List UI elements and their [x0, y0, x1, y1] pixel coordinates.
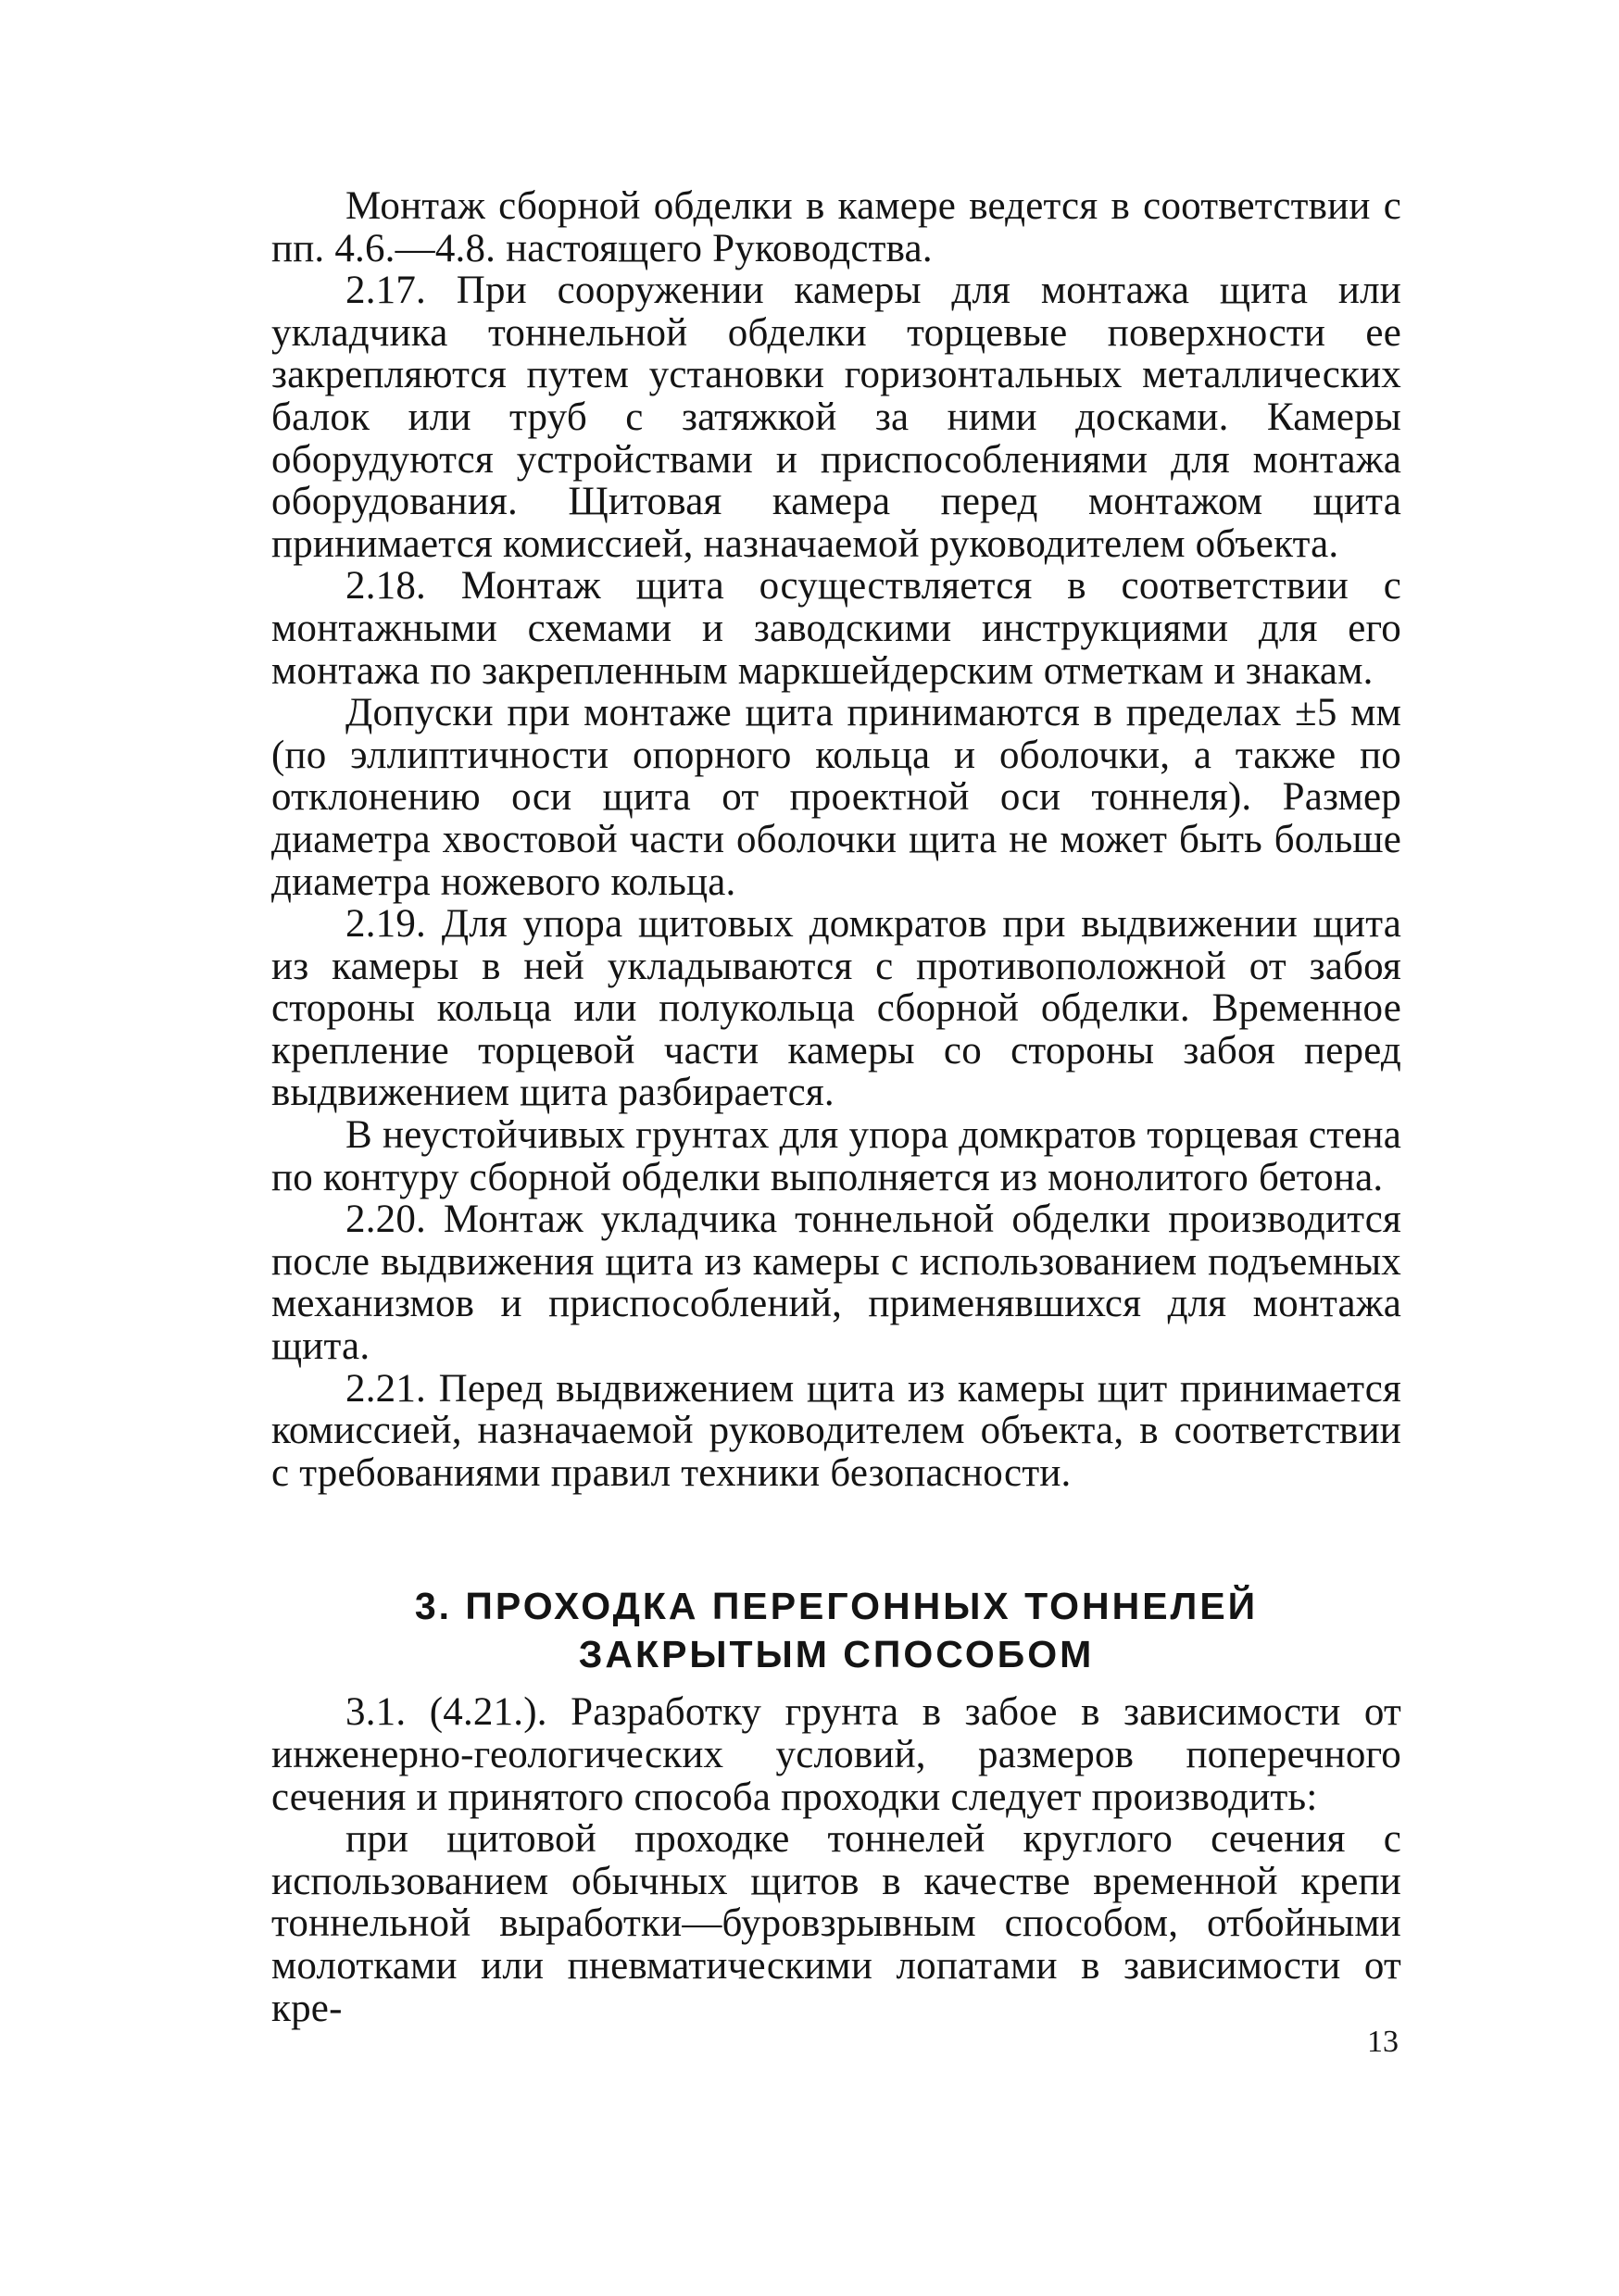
- paragraph-2-20: 2.20. Монтаж укладчика тоннельной обделки производится после выдвижения щита из камеры с использованием подъемных механизмов и приспособлений, применявшихся для монтажа щита.: [271, 1198, 1401, 1369]
- paragraph-2-21: 2.21. Перед выдвижением щита из камеры щит принимается комиссией, назначаемой руководителем объекта, в соответствии с требованиями правил техники безопасности.: [271, 1366, 1401, 1495]
- paragraph-tolerances: Допуски при монтаже щита принимаются в пределах ±5 мм (по эллиптичности опорного кольца и оболочки, а также по отклонению оси щита от проектной оси тоннеля). Размер диаметра хвостовой части оболочки щита не может быть больше диаметра ножевого кольца.: [271, 691, 1401, 904]
- paragraph-assembly-lining: Монтаж сборной обделки в камере ведется в соответствии с пп. 4.6.—4.8. настоящего Руководства.: [271, 184, 1401, 270]
- section-heading-line-1: 3. ПРОХОДКА ПЕРЕГОННЫХ ТОННЕЛЕЙ: [414, 1585, 1259, 1628]
- section-heading: [271, 1582, 1401, 1678]
- paragraph-2-17: 2.17. При сооружении камеры для монтажа щита или укладчика тоннельной обделки торцевые поверхности ее закрепляются путем установки горизонтальных металлических балок или труб с затяжкой за ними досками. Камеры оборудуются устройствами и приспособлениями для монтажа оборудования. Щитовая камера перед монтажом щита принимается комиссией, назначаемой руководителем объекта.: [271, 269, 1401, 566]
- section-heading-line-2: ЗАКРЫТЫМ СПОСОБОМ: [578, 1633, 1095, 1676]
- body-text: [271, 185, 1401, 2029]
- paragraph-2-18: 2.18. Монтаж щита осуществляется в соответствии с монтажными схемами и заводскими инструкциями для его монтажа по закрепленным маркшейдерским отметкам и знакам.: [271, 564, 1401, 693]
- paragraph-3-1: 3.1. (4.21.). Разработку грунта в забое в зависимости от инженерно-геологических условий, размеров поперечного сечения и принятого способа проходки следует производить:: [271, 1690, 1401, 1819]
- paragraph-2-19: 2.19. Для упора щитовых домкратов при выдвижении щита из камеры в ней укладываются с противоположной от забоя стороны кольца или полукольца сборной обделки. Временное крепление торцевой части камеры со стороны забоя перед выдвижением щита разбирается.: [271, 902, 1401, 1115]
- paragraph-unstable-soils: В неустойчивых грунтах для упора домкратов торцевая стена по контуру сборной обделки выполняется из монолитого бетона.: [271, 1113, 1401, 1199]
- paragraph-shield-tunneling: при щитовой проходке тоннелей круглого сечения с использованием обычных щитов в качестве временной крепи тоннельной выработки—буровзрывным способом, отбойными молотками или пневматическими лопатами в зависимости от кре-: [271, 1817, 1401, 2030]
- page-number: 13: [1367, 2025, 1399, 2059]
